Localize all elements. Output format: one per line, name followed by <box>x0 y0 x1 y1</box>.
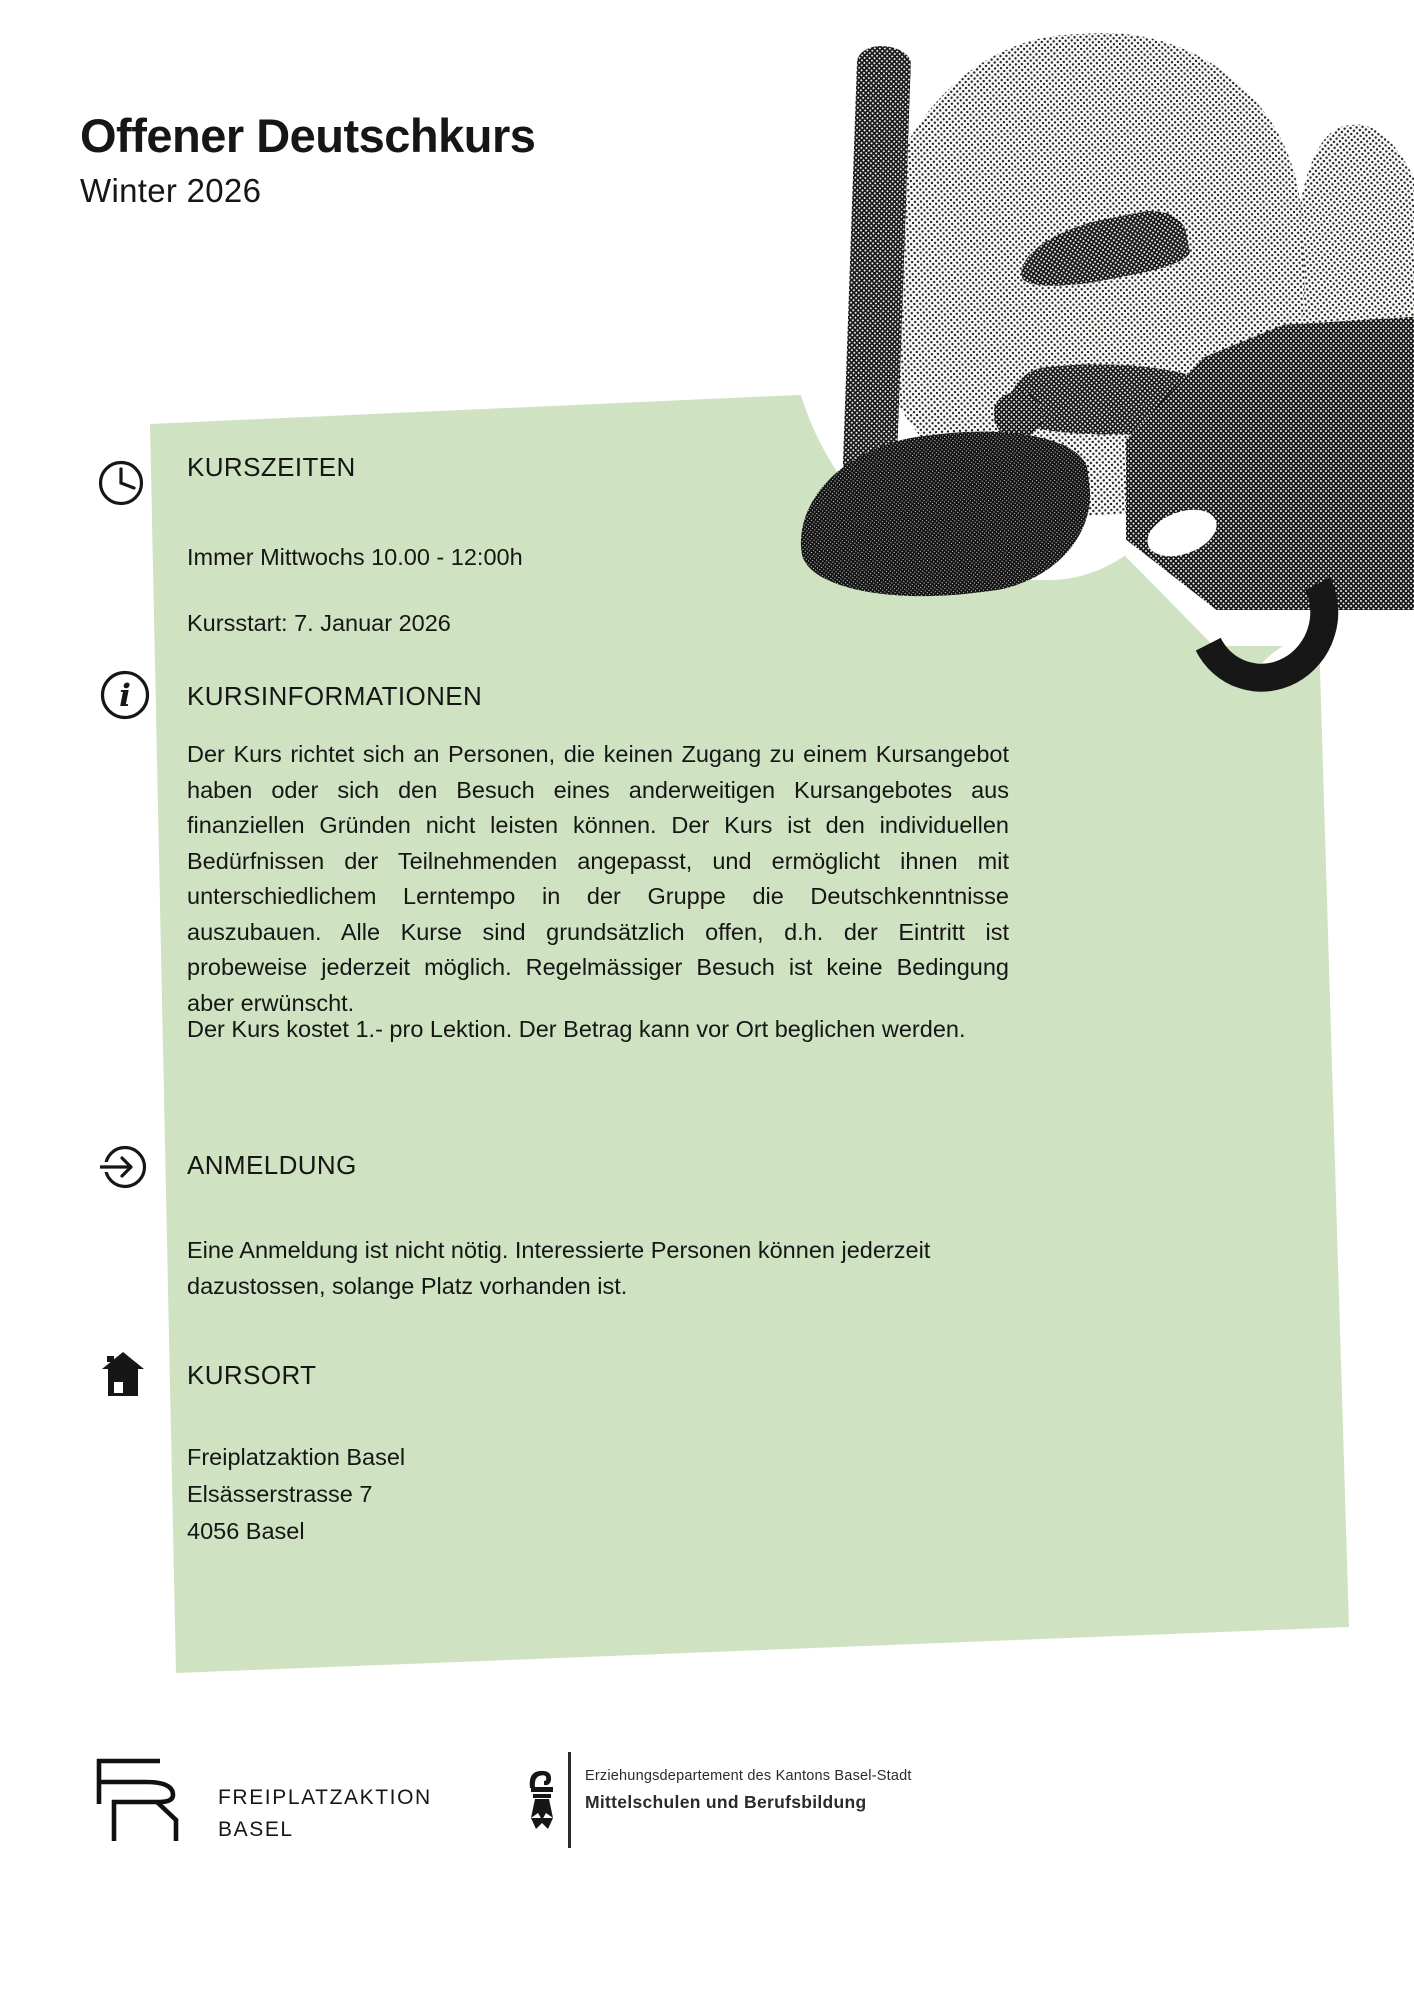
course-price-note: Der Kurs kostet 1.- pro Lektion. Der Betrag kann vor Ort beglichen werden. <box>187 1016 966 1042</box>
second-face-lips <box>1343 397 1414 439</box>
kurszeiten-times: Immer Mittwochs 10.00 - 12:00h <box>187 544 523 570</box>
kurszeiten-heading: KURSZEITEN <box>187 452 356 482</box>
department-unit: Mittelschulen und Berufsbildung <box>585 1792 867 1812</box>
page-subtitle: Winter 2026 <box>80 172 262 209</box>
clock-icon <box>97 459 145 512</box>
svg-text:i: i <box>119 678 131 714</box>
anmeldung-text: Eine Anmeldung ist nicht nötig. Interessierte Personen können jederzeit dazustossen, solange Platz vorhanden ist. <box>187 1237 931 1299</box>
freiplatzaktion-name <box>218 1782 432 1846</box>
kursinformationen-heading: KURSINFORMATIONEN <box>187 681 483 711</box>
kursort-heading: KURSORT <box>187 1360 317 1390</box>
freiplatzaktion-name-line2: BASEL <box>218 1818 294 1841</box>
arrow-right-circle-icon <box>99 1143 149 1196</box>
kurszeiten-start: Kursstart: 7. Januar 2026 <box>187 610 451 636</box>
footer-divider <box>568 1752 571 1848</box>
basel-staff-crest-icon <box>524 1768 560 1835</box>
course-description: Der Kurs richtet sich an Personen, die keinen Zugang zu einem Kursangebot haben oder sich den Besuch eines anderweitigen Kursangebotes aus finanziellen Gründen nicht leisten können. Der Kurs ist den individuellen Bedürfnissen der Teilnehmenden angepasst, und ermöglicht ihnen mit unterschiedlichem Lerntempo in der Gruppe die Deutschkenntnisse auszubauen. Alle Kurse sind grundsätzlich offen, d.h. der Eintritt ist probeweise jederzeit möglich. Regelmässiger Besuch ist keine Bedingung aber erwünscht. <box>187 741 1009 1016</box>
address-org: Freiplatzaktion Basel <box>187 1444 406 1470</box>
eyebrow-shape <box>1014 204 1192 295</box>
house-icon <box>102 1352 144 1401</box>
fr-monogram-logo <box>95 1757 181 1848</box>
anmeldung-heading: ANMELDUNG <box>187 1150 357 1180</box>
info-icon <box>98 668 152 727</box>
address-city: 4056 Basel <box>187 1518 305 1544</box>
page-title: Offener Deutschkurs <box>80 109 536 162</box>
address-street: Elsässerstrasse 7 <box>187 1481 373 1507</box>
freiplatzaktion-name-line1: FREIPLATZAKTION <box>218 1786 432 1809</box>
department-name: Erziehungsdepartement des Kantons Basel-Stadt <box>585 1768 912 1784</box>
